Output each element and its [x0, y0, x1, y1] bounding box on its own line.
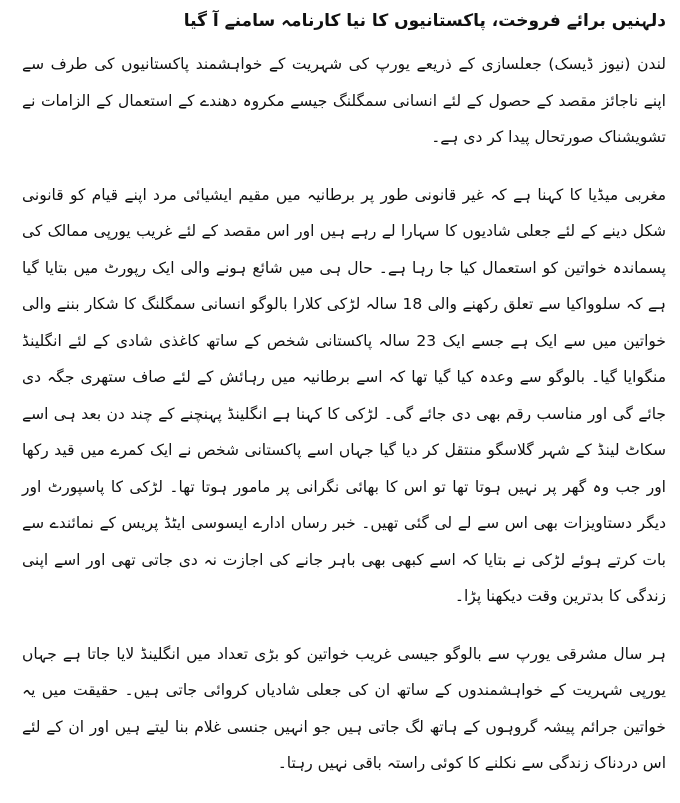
article-headline: دلہنیں برائے فروخت، پاکستانیوں کا نیا کارنامہ سامنے آ گیا	[183, 11, 666, 31]
news-article	[22, 6, 666, 803]
article-paragraph-conclusion: ہر سال مشرقی یورپ سے بالوگو جیسی غریب خواتین کو بڑی تعداد میں انگلینڈ لایا جاتا ہے جہاں یورپی شہریت کے خواہشمندوں کے ساتھ ان کی جعلی شادیاں کروائی جاتی ہیں۔ حقیقت میں یہ خواتین جرائم پیشہ گروہوں کے ہاتھ لگ جاتی ہیں جو انہیں جنسی غلام بنا لیتے ہیں اور ان کے لئے اس دردناک زندگی سے نکلنے کا کوئی راستہ باقی نہیں رہتا۔	[22, 644, 666, 772]
article-paragraph-intro: لندن (نیوز ڈیسک) جعلسازی کے ذریعے یورپ کی شہریت کے خواہشمند پاکستانیوں کی طرف سے اپنے ناجائز مقصد کے حصول کے لئے انسانی سمگلنگ جیسے مکروہ دھندے کے استعمال کے الزامات نے تشویشناک صورتحال پیدا کر دی ہے۔	[22, 55, 666, 146]
article-paragraph-report: مغربی میڈیا کا کہنا ہے کہ غیر قانونی طور پر برطانیہ میں مقیم ایشیائی مرد اپنے قیام کو قانونی شکل دینے کے لئے جعلی شادیوں کا سہارا لے رہے ہیں اور اس مقصد کے لئے غریب یورپی ممالک کی پسماندہ خواتین کو استعمال کیا جا رہا ہے۔ حال ہی میں شائع ہونے والی ایک رپورٹ میں بتایا گیا ہے کہ سلوواکیا سے تعلق رکھنے والی 18 سالہ لڑکی کلارا بالوگو انسانی سمگلنگ کا شکار بننے والی خواتین میں سے ایک ہے جسے ایک 23 سالہ پاکستانی شخص کے ساتھ کاغذی شادی کے لئے انگلینڈ منگوایا گیا۔ بالوگو سے وعدہ کیا گیا تھا کہ اسے برطانیہ میں رہائش کے لئے صاف ستھری جگہ دی جائے گی اور مناسب رقم بھی دی جائے گی۔ لڑکی کا کہنا ہے انگلینڈ پہنچنے کے چند دن بعد ہی اسے سکاٹ لینڈ کے شہر گلاسگو منتقل کر دیا گیا جہاں اسے پاکستانی شخص نے ایک کمرے میں قید رکھا اور جب وہ گھر پر نہیں ہوتا تھا تو اس کا بھائی نگرانی پر مامور ہوتا تھا۔ لڑکی کا پاسپورٹ اور دیگر دستاویزات بھی اس سے لے لی گئی تھیں۔ خبر رساں ادارے ایسوسی ایٹڈ پریس کے نمائندے سے بات کرتے ہوئے لڑکی نے بتایا کہ اسے کبھی بھی باہر جانے کی اجازت نہ دی جاتی تھی اور اسے اپنی زندگی کا بدترین وقت دیکھنا پڑا۔	[22, 185, 666, 605]
